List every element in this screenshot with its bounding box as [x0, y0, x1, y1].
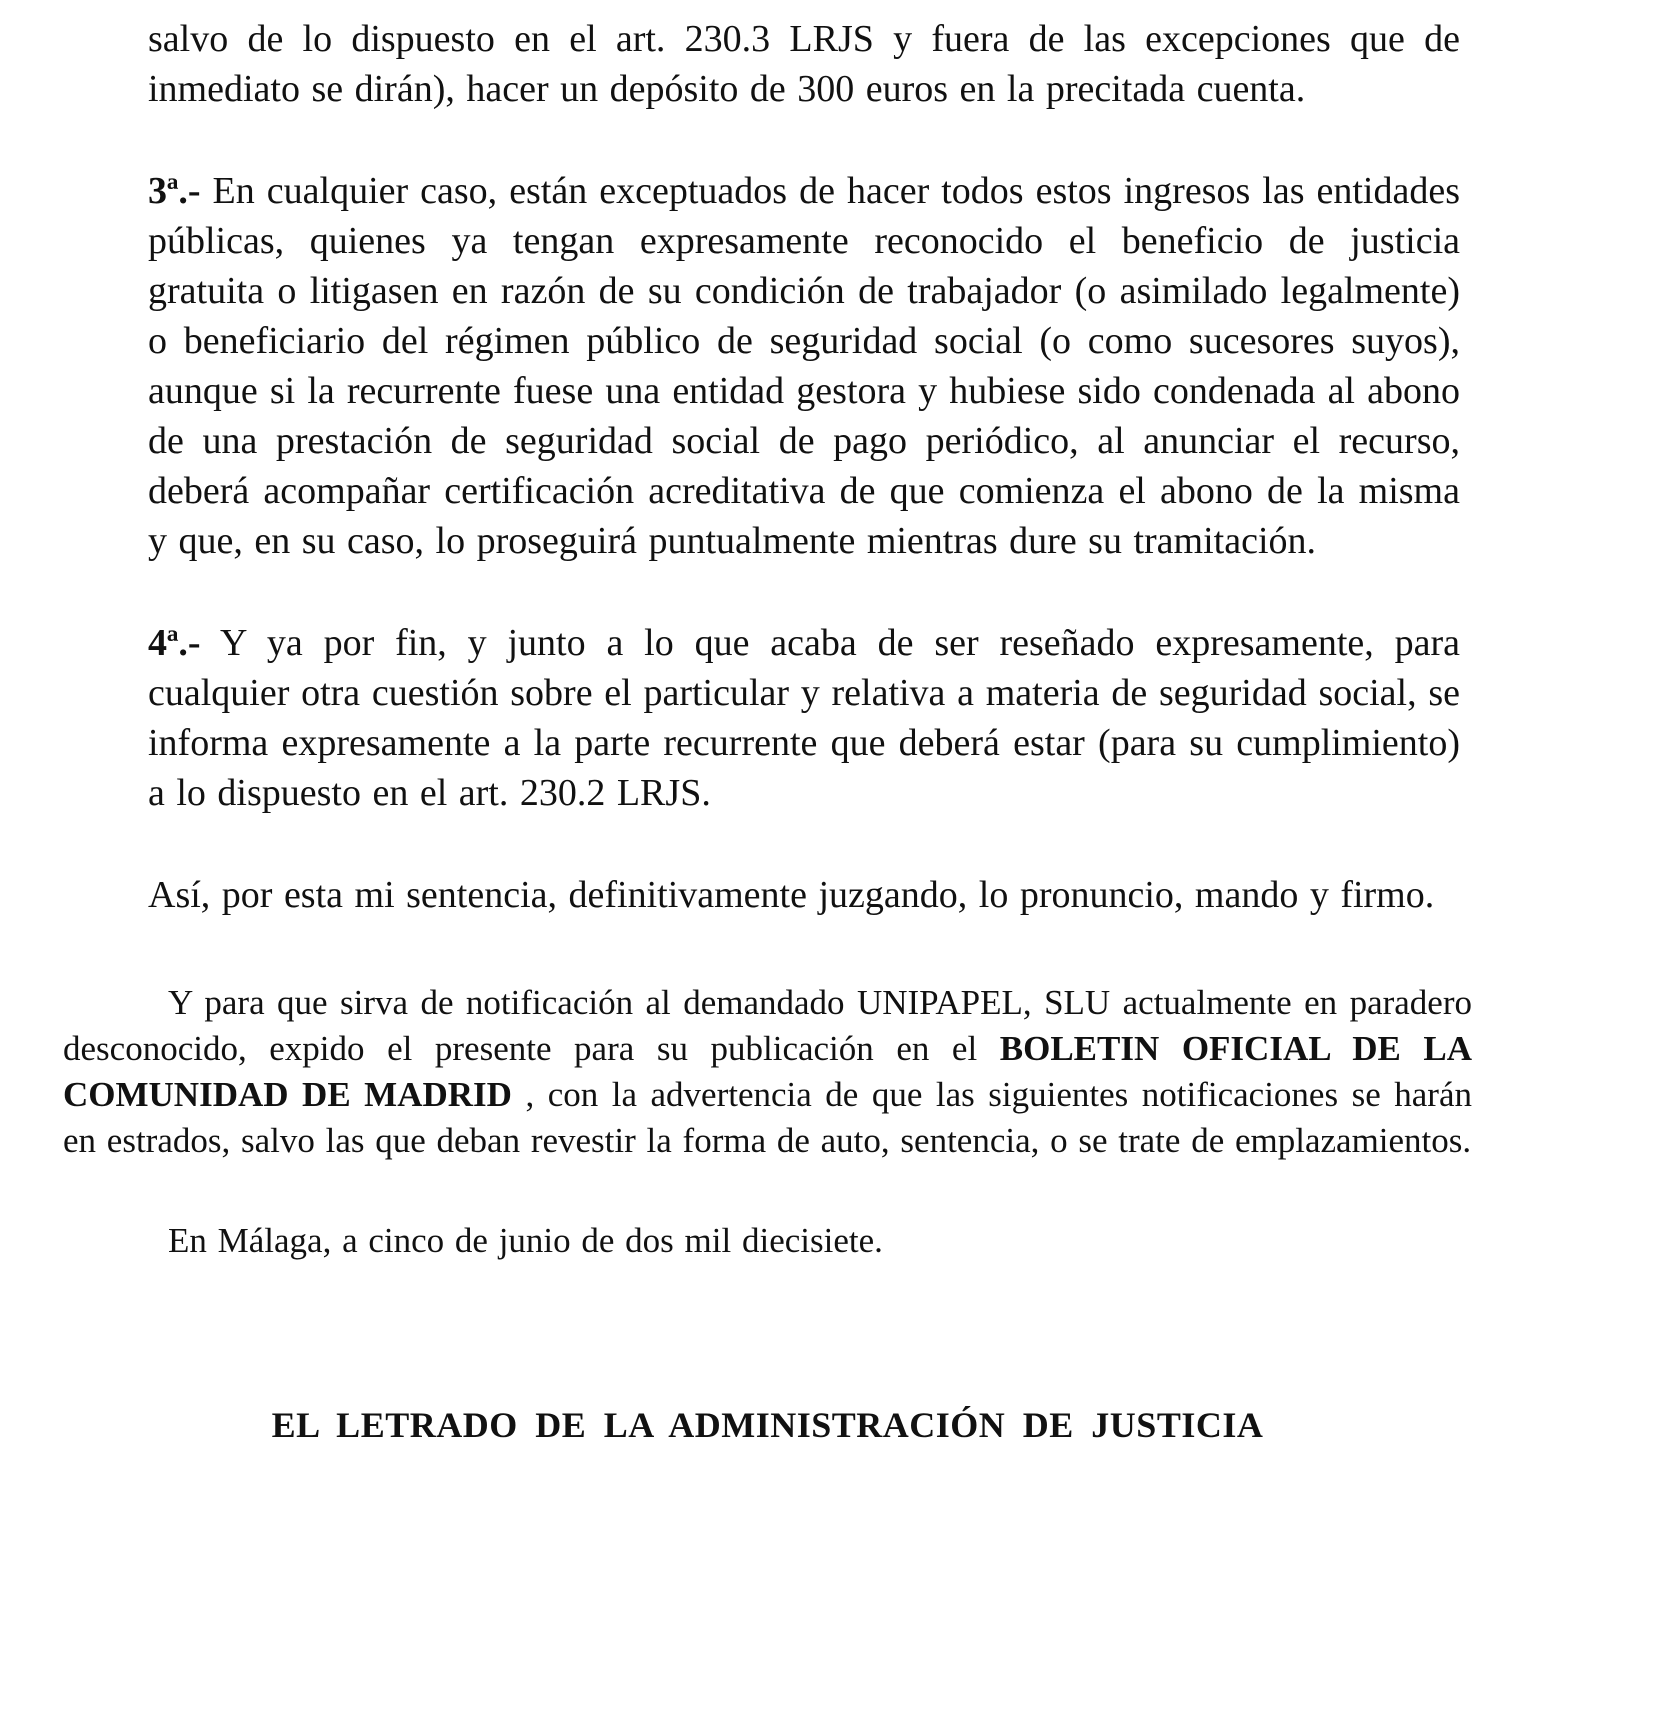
- paragraph-3a-exceptions: [148, 166, 1460, 566]
- ordinal-3a: 3ª.-: [148, 170, 201, 212]
- footer-letrado-title: EL LETRADO DE LA ADMINISTRACIÓN DE JUSTICIA: [271, 1405, 1264, 1445]
- paragraph-deposit-continuation: salvo de lo dispuesto en el art. 230.3 LRJS y fuera de las excepciones que de inmediato se dirán), hacer un depósito de 300 euros en la precitada cuenta.: [148, 18, 1460, 110]
- ordinal-4a: 4ª.-: [148, 622, 201, 664]
- paragraph-notification: [63, 980, 1472, 1164]
- notification-text-before: Y para que sirva de notificación al demandado UNIPAPEL, SLU actualmente en paradero desconocido, expido el presente para su publicación en el: [63, 983, 1472, 1068]
- paragraph-3a-text: En cualquier caso, están exceptuados de hacer todos estos ingresos las entidades públicas, quienes ya tengan expresamente reconocido el beneficio de justicia gratuita o litigasen en razón de su condición de trabajador (o asimilado legalmente) o beneficiario del régimen público de seguridad social (o como sucesores suyos), aunque si la recurrente fuese una entidad gestora y hubiese sido condenada al abono de una prestación de seguridad social de pago periódico, al anunciar el recurso, deberá acompañar certificación acreditativa de que comienza el abono de la misma y que, en su caso, lo proseguirá puntualmente mientras dure su tramitación.: [148, 170, 1460, 562]
- paragraph-4a-final-rule: [148, 618, 1460, 818]
- judgment-body-section: [148, 14, 1460, 920]
- paragraph-place-date: En Málaga, a cinco de junio de dos mil diecisiete.: [168, 1221, 883, 1260]
- bocm-bold-text: BOLETIN OFICIAL DE LA COMUNIDAD DE MADRID: [63, 1029, 1472, 1114]
- notification-section: [63, 980, 1472, 1264]
- paragraph-4a-text: Y ya por fin, y junto a lo que acaba de ser reseñado expresamente, para cualquier otra cuestión sobre el particular y relativa a materia de seguridad social, se informa expresamente a la parte recurrente que deberá estar (para su cumplimiento) a lo dispuesto en el art. 230.2 LRJS.: [148, 622, 1460, 814]
- notification-text-after: , con la advertencia de que las siguientes notificaciones se harán en estrados, salvo las que deban revestir la forma de auto, sentencia, o se trate de emplazamientos.: [63, 1075, 1472, 1160]
- paragraph-closing-formula: Así, por esta mi sentencia, definitivamente juzgando, lo pronuncio, mando y firmo.: [148, 874, 1435, 916]
